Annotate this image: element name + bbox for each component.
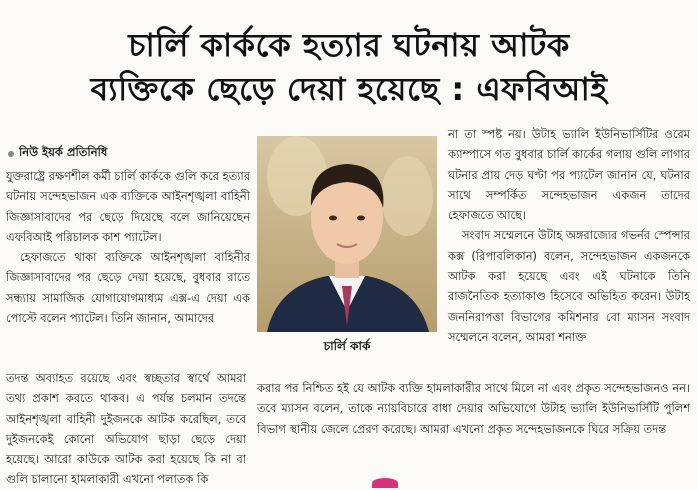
headline [0, 23, 698, 111]
bullet-icon [8, 151, 14, 157]
left-paragraph-2: হেফাজতে থাকা ব্যক্তিকে আইনশৃঙ্খলা বাহিনীর জিজ্ঞাসাবাদের পর ছেড়ে দেয়া হয়েছে, বুধবার রাতে সন্ধ্যায় সামাজিক যোগাযোগমাধ্যম এক্স-এ দেয়া এক পোস্টে বলেন প্যাটেল। তিনি জানান, আমাদের [6, 250, 250, 326]
byline-text: নিউ ইয়র্ক প্রতিনিধি [19, 145, 108, 159]
left-paragraph-1: যুক্তরাষ্ট্রে রক্ষণশীল কর্মী চার্লি কার্ককে গুলি করে হত্যার ঘটনায় সন্দেহভাজন এক ব্যক্তিকে আইনশৃঙ্খলা বাহিনী জিজ্ঞাসাবাদের পর ছেড়ে দিয়েছে বলে জানিয়েছেন এফবিআই পরিচালক কাশ প্যাটেল। [6, 169, 250, 244]
bottom-right-text: করার পর নিশ্চিত হই যে আটক ব্যক্তি হামলাকারীর সাথে মিলে না এবং প্রকৃত সন্দেহভাজনও নন। তবে ম্যাসন বলেন, তাকে ন্যায়বিচারে বাধা দেয়ার অভিযোগে উটাহ ভ্যালি ইউনিভার্সিটি পুলিশ বিভাগ স্থানীয় জেলে প্রেরণ করেছে। আমরা এখনো প্রকৃত সন্দেহভাজনকে ঘিরে সক্রিয় তদন্ত [257, 381, 690, 436]
headline-line-2: ব্যক্তিকে ছেড়ে দেয়া হয়েছে : এফবিআই [90, 70, 608, 109]
portrait-image [257, 136, 437, 332]
left-column [6, 166, 250, 328]
right-column [448, 124, 690, 347]
bottom-left-column [6, 368, 246, 490]
article-photo [257, 136, 437, 332]
photo-caption: চার্লি কার্ক [323, 339, 371, 353]
bottom-left-text: তদন্ত অব্যাহত রয়েছে এবং স্বচ্ছতার স্বার্থে আমরা তথ্য প্রকাশ করতে থাকব। এ পর্যন্ত চলমান তদন্তে আইনশৃঙ্খলা বাহিনী দুইজনকে আটক করেছিল, তবে দুইজনকেই কোনো অভিযোগ ছাড়া ছেড়ে দেয়া হয়েছে। আরো কাউকে আটক করা হয়েছে কি না বা গুলি চালানো হামলাকারী এখনো পলাতক কি [6, 371, 246, 487]
pink-decoration [372, 478, 398, 488]
right-paragraph-1: না তা স্পষ্ট নয়। উটাহ ভ্যালি ইউনিভার্সিটির ওরেম ক্যাম্পাসে গত বুধবার চার্লি কার্কের গলায় গুলি লাগার ঘটনার প্রায় দেড় ঘণ্টা পর প্যাটেল জানান যে, ঘটনার সাথে সম্পর্কিত সন্দেহভাজন একজন তাদের হেফাজতে আছে। [448, 127, 690, 223]
bottom-right-column [257, 378, 690, 439]
right-paragraph-2: সংবাদ সম্মেলনে উটাহ অঙ্গরাজ্যের গভর্নর স্পেন্সার কক্স (রিপাবলিকান) বলেন, সন্দেহভাজন একজনকে আটক করা হয়েছে এবং এই ঘটনাকে তিনি রাজনৈতিক হত্যাকাণ্ড হিসেবে অভিহিত করেন। উটাহ জননিরাপত্তা বিভাগের কমিশনার বো ম্যাসন সংবাদ সম্মেলনে বলেন, আমরা শনাক্ত [448, 228, 690, 344]
byline [8, 144, 107, 163]
headline-line-1: চার্লি কার্ককে হত্যার ঘটনায় আটক [128, 26, 570, 65]
